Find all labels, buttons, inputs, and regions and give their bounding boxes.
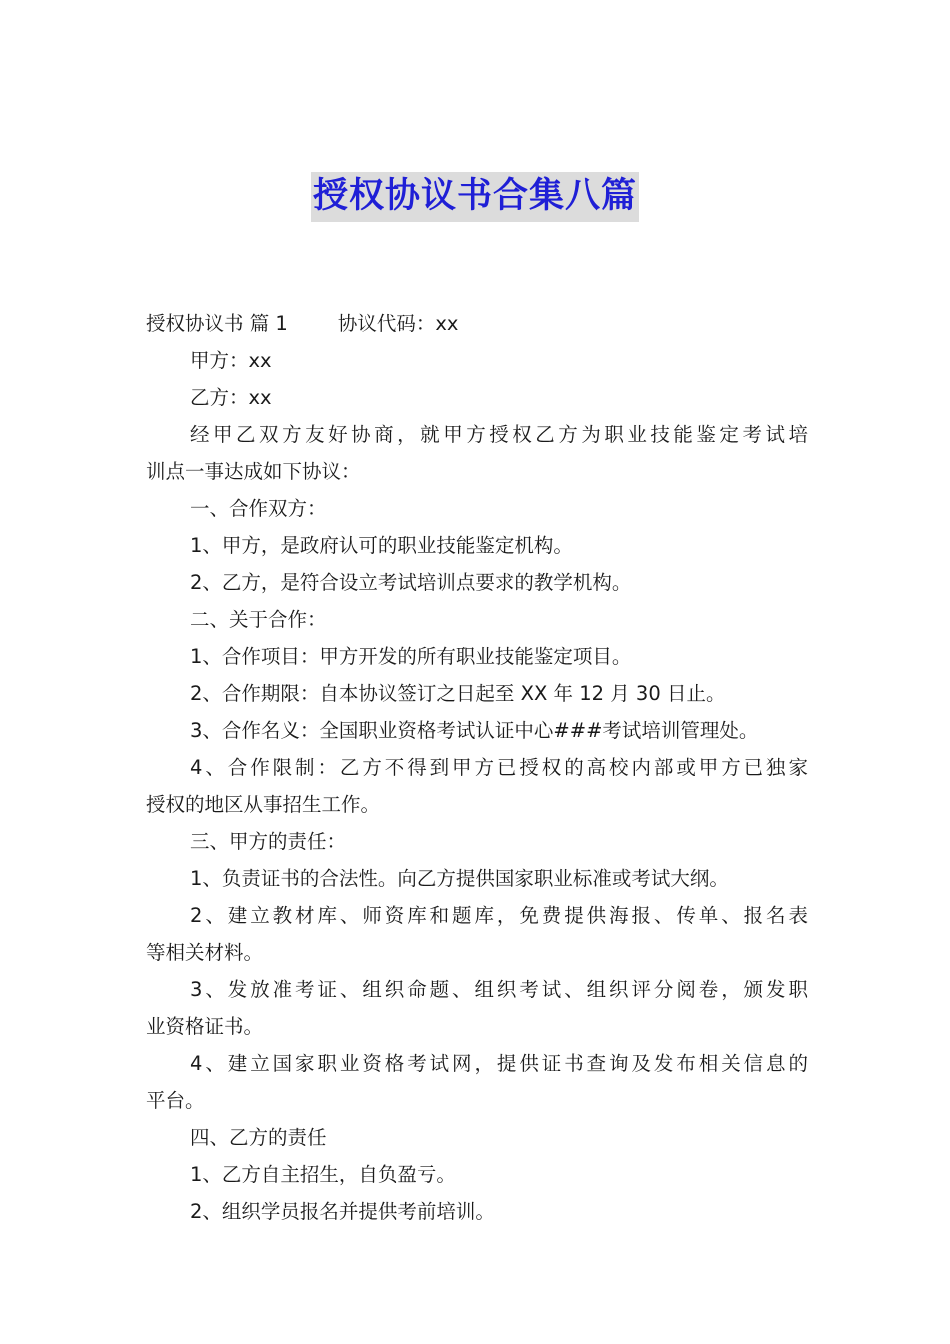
party-b-line: 乙方：xx — [190, 386, 272, 409]
paragraph-s2-1: 1、合作项目：甲方开发的所有职业技能鉴定项目。 — [190, 645, 632, 668]
paragraph-s4-2: 2、组织学员报名并提供考前培训。 — [190, 1200, 495, 1223]
intro-line-2: 训点一事达成如下协议： — [146, 460, 361, 483]
paragraph-s3-2-line-2: 等相关材料。 — [146, 941, 264, 964]
document-body — [146, 305, 808, 1230]
paragraph-s4-1: 1、乙方自主招生，自负盈亏。 — [190, 1163, 456, 1186]
paragraph-s3-1: 1、负责证书的合法性。向乙方提供国家职业标准或考试大纲。 — [190, 867, 729, 890]
header-line — [146, 305, 808, 342]
intro-line-1: 经甲乙双方友好协商，就甲方授权乙方为职业技能鉴定考试培 — [190, 423, 808, 446]
document-title: 授权协议书合集八篇 — [311, 172, 639, 222]
paragraph-s1-2: 2、乙方，是符合设立考试培训点要求的教学机构。 — [190, 571, 632, 594]
paragraph-s3-3-line-2: 业资格证书。 — [146, 1015, 264, 1038]
paragraph-s3-2-line-1: 2、建立教材库、师资库和题库，免费提供海报、传单、报名表 — [190, 904, 808, 927]
title-container — [0, 172, 950, 222]
section-heading-4: 四、乙方的责任 — [190, 1126, 327, 1149]
section-label: 授权协议书 篇 1 — [146, 312, 288, 335]
paragraph-s2-4-line-2: 授权的地区从事招生工作。 — [146, 793, 381, 816]
paragraph-s2-4-line-1: 4、合作限制：乙方不得到甲方已授权的高校内部或甲方已独家 — [190, 756, 808, 779]
party-a-line: 甲方：xx — [190, 349, 272, 372]
paragraph-s2-3: 3、合作名义：全国职业资格考试认证中心###考试培训管理处。 — [190, 719, 759, 742]
paragraph-s3-4-line-2: 平台。 — [146, 1089, 205, 1112]
paragraph-s2-2: 2、合作期限：自本协议签订之日起至 XX 年 12 月 30 日止。 — [190, 682, 726, 705]
paragraph-s3-4-line-1: 4、建立国家职业资格考试网，提供证书查询及发布相关信息的 — [190, 1052, 808, 1075]
section-heading-2: 二、关于合作： — [190, 608, 327, 631]
paragraph-s1-1: 1、甲方，是政府认可的职业技能鉴定机构。 — [190, 534, 573, 557]
section-heading-1: 一、合作双方： — [190, 497, 327, 520]
paragraph-s3-3-line-1: 3、发放准考证、组织命题、组织考试、组织评分阅卷，颁发职 — [190, 978, 808, 1001]
agreement-code: 协议代码：xx — [337, 312, 459, 335]
section-heading-3: 三、甲方的责任： — [190, 830, 347, 853]
